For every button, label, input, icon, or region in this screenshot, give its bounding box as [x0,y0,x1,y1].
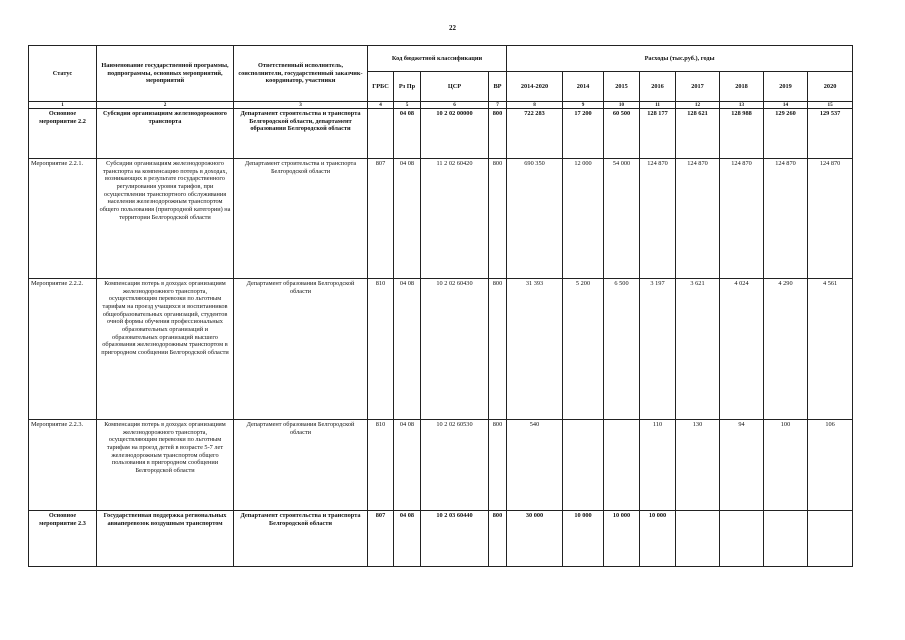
row-status: Мероприятие 2.2.1. [29,159,97,279]
row-value: 124 870 [640,159,676,279]
row-value [720,511,764,567]
row-csr: 10 2 03 60440 [421,511,489,567]
header-budget-code: Код бюджетной классификации [368,46,507,72]
row-grbs: 810 [368,420,394,511]
column-number: 12 [676,102,720,109]
column-number: 8 [507,102,563,109]
column-number: 4 [368,102,394,109]
row-rzpr: 04 08 [394,511,421,567]
column-number: 3 [234,102,368,109]
column-number: 2 [97,102,234,109]
row-value: 3 621 [676,279,720,420]
row-csr: 11 2 02 60420 [421,159,489,279]
row-value: 128 177 [640,109,676,159]
row-csr: 10 2 02 60430 [421,279,489,420]
row-value: 130 [676,420,720,511]
row-value: 110 [640,420,676,511]
header-year: 2014-2020 [507,72,563,102]
row-value: 17 200 [563,109,604,159]
header-expenses: Расходы (тыс.руб.), годы [507,46,853,72]
row-name: Субсидии организациям железнодорожного транспорта [97,109,234,159]
row-vr: 800 [489,159,507,279]
column-number: 9 [563,102,604,109]
table-row [29,420,853,511]
row-vr: 800 [489,511,507,567]
row-value [764,511,808,567]
row-value [563,420,604,511]
row-rzpr: 04 08 [394,279,421,420]
table-row [29,511,853,567]
header-year: 2019 [764,72,808,102]
column-number: 10 [604,102,640,109]
budget-table [28,45,853,567]
row-grbs: 807 [368,511,394,567]
row-status: Мероприятие 2.2.2. [29,279,97,420]
row-value: 6 500 [604,279,640,420]
row-value: 128 988 [720,109,764,159]
header-status: Статус [29,46,97,102]
row-value: 54 000 [604,159,640,279]
header-year: 2020 [808,72,853,102]
row-grbs: 807 [368,159,394,279]
row-executor: Департамент строительства и транспорта Белгородской области [234,159,368,279]
row-value: 722 283 [507,109,563,159]
header-row [29,46,853,72]
row-value: 10 000 [563,511,604,567]
row-value: 30 000 [507,511,563,567]
row-rzpr: 04 08 [394,420,421,511]
row-vr: 800 [489,279,507,420]
row-vr: 800 [489,109,507,159]
header-year: 2015 [604,72,640,102]
row-status: Основное мероприятие 2.2 [29,109,97,159]
header-csr: ЦСР [421,72,489,102]
row-value: 60 500 [604,109,640,159]
row-status: Основное мероприятие 2.3 [29,511,97,567]
row-csr: 10 2 02 00000 [421,109,489,159]
row-value: 129 260 [764,109,808,159]
row-value: 4 024 [720,279,764,420]
column-number-row [29,102,853,109]
column-number: 5 [394,102,421,109]
row-value: 4 561 [808,279,853,420]
row-value: 3 197 [640,279,676,420]
row-value: 5 200 [563,279,604,420]
header-year: 2017 [676,72,720,102]
header-year: 2018 [720,72,764,102]
row-value: 31 393 [507,279,563,420]
header-grbs: ГРБС [368,72,394,102]
row-value: 128 621 [676,109,720,159]
row-value: 4 290 [764,279,808,420]
row-name: Компенсация потерь в доходах организациям железнодорожного транспорта, осуществляющим перевозки по льготным тарифам на проезд детей в возрасте 5-7 лет железнодорожным транспортом общего пользования в пригородном сообщении Белгородской области [97,420,234,511]
row-value: 100 [764,420,808,511]
table-row [29,109,853,159]
header-vr: ВР [489,72,507,102]
row-grbs: 810 [368,279,394,420]
column-number: 1 [29,102,97,109]
row-value [808,511,853,567]
row-name: Государственная поддержка региональных авиаперевозок воздушным транспортом [97,511,234,567]
row-value [676,511,720,567]
row-value: 10 000 [640,511,676,567]
header-year: 2016 [640,72,676,102]
row-value: 124 870 [676,159,720,279]
header-rzpr: Рз Пр [394,72,421,102]
row-csr: 10 2 02 60530 [421,420,489,511]
header-executor: Ответственный исполнитель, соисполнители, государственный заказчик-координатор, участники [234,46,368,102]
page-number: 22 [449,24,456,32]
row-value: 540 [507,420,563,511]
column-number: 11 [640,102,676,109]
row-value: 690 350 [507,159,563,279]
row-status: Мероприятие 2.2.3. [29,420,97,511]
row-value: 124 870 [808,159,853,279]
row-grbs [368,109,394,159]
row-value [604,420,640,511]
row-value: 129 537 [808,109,853,159]
row-executor: Департамент образования Белгородской области [234,420,368,511]
row-name: Компенсация потерь в доходах организациям железнодорожного транспорта, осуществляющим перевозки по льготным тарифам на проезд учащихся и воспитанников общеобразовательных организаций, студентов очной формы обучения профессиональных образовательных организаций и образовательных организаций высшего образования железнодорожным транспортом в пригородном сообщении Белгородской области [97,279,234,420]
row-value: 124 870 [720,159,764,279]
column-number: 6 [421,102,489,109]
column-number: 7 [489,102,507,109]
row-value: 10 000 [604,511,640,567]
column-number: 14 [764,102,808,109]
row-value: 94 [720,420,764,511]
header-program-name: Наименование государственной программы, подпрограммы, основных мероприятий, мероприятий [97,46,234,102]
row-value: 12 000 [563,159,604,279]
row-executor: Департамент строительства и транспорта Белгородской области [234,511,368,567]
row-value: 124 870 [764,159,808,279]
row-rzpr: 04 08 [394,109,421,159]
row-value: 106 [808,420,853,511]
table-row [29,159,853,279]
table-row [29,279,853,420]
row-vr: 800 [489,420,507,511]
column-number: 13 [720,102,764,109]
row-rzpr: 04 08 [394,159,421,279]
column-number: 15 [808,102,853,109]
row-name: Субсидии организациям железнодорожного транспорта на компенсацию потерь в доходах, возникающих в результате государственного регулирования уровня тарифов, при осуществлении транспортного обслуживания населения железнодорожным транспортом общего пользования (пригородной категории) на территории Белгородской области [97,159,234,279]
row-executor: Департамент строительства и транспорта Белгородской области, департамент образования Белгородской области [234,109,368,159]
header-year: 2014 [563,72,604,102]
row-executor: Департамент образования Белгородской области [234,279,368,420]
